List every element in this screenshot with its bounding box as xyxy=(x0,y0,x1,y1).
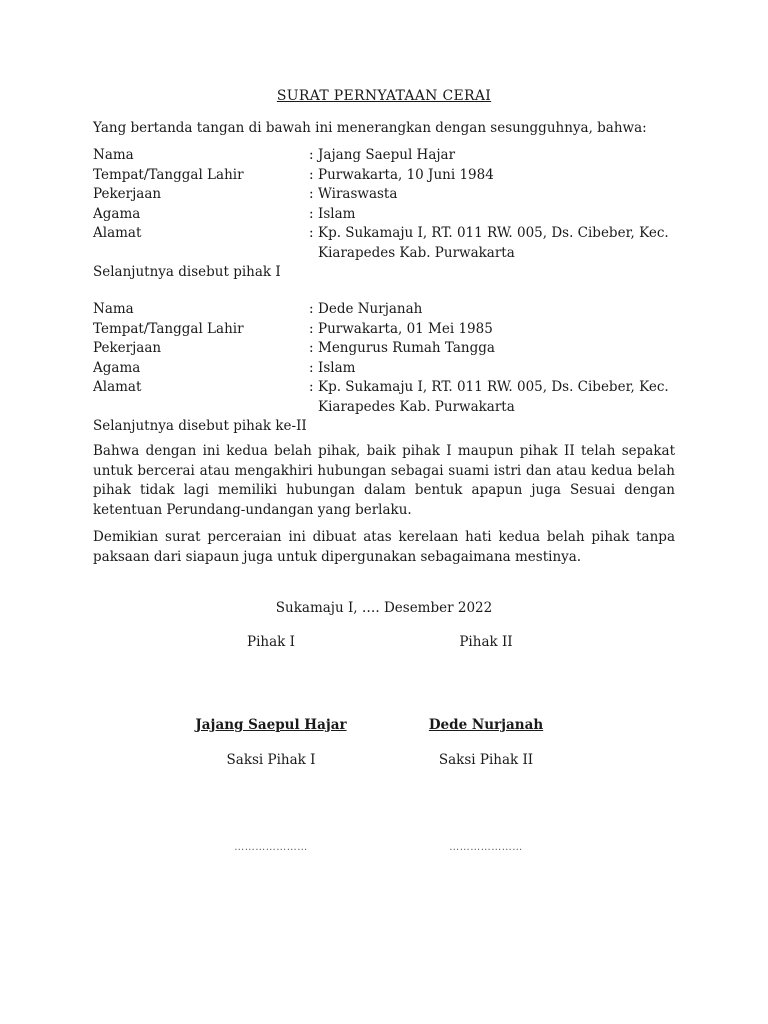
field-colon: : xyxy=(309,379,314,395)
party-1-details xyxy=(93,146,678,283)
field-value: Mengurus Rumah Tangga xyxy=(318,340,495,356)
field-value: Islam xyxy=(318,359,356,376)
field-colon: : xyxy=(309,225,314,241)
field-label: Alamat xyxy=(93,379,142,395)
field-label: Tempat/Tanggal Lahir xyxy=(93,166,244,183)
party-1-birth-row xyxy=(93,166,678,186)
field-value: Islam xyxy=(318,205,356,222)
field-value: Dede Nurjanah xyxy=(318,301,423,317)
field-colon: : xyxy=(309,147,314,163)
field-colon: : xyxy=(309,166,314,183)
document-title: SURAT PERNYATAAN CERAI xyxy=(276,88,492,104)
field-label: Pekerjaan xyxy=(93,186,162,202)
party-2-address-row xyxy=(93,378,678,417)
party-2-designation: Selanjutnya disebut pihak ke-II xyxy=(93,418,307,434)
place-date: Sukamaju I, …. Desember 2022 xyxy=(275,600,493,616)
field-value: Jajang Saepul Hajar xyxy=(318,147,456,163)
party-1-religion-row xyxy=(93,205,678,225)
field-value: Purwakarta, 10 Juni 1984 xyxy=(318,166,494,183)
field-colon: : xyxy=(309,359,314,376)
party-2-occupation-row xyxy=(93,339,678,359)
field-colon: : xyxy=(309,186,314,202)
field-label: Nama xyxy=(93,147,134,163)
party-2-birth-row xyxy=(93,320,678,340)
witness-signature-blank-2: ………………… xyxy=(449,842,523,853)
witness-signature-blank-1: ………………… xyxy=(234,842,308,853)
signature-label-party-1: Pihak I xyxy=(247,634,295,650)
party-1-occupation-row xyxy=(93,185,678,205)
field-value: Wiraswasta xyxy=(318,186,398,202)
party-1-address-row xyxy=(93,224,678,263)
field-value xyxy=(318,224,678,263)
address-line-1: Kp. Sukamaju I, RT. 011 RW. 005, Ds. Cibeber, Kec. xyxy=(318,225,669,241)
field-colon: : xyxy=(309,340,314,356)
party-1-name-row xyxy=(93,146,678,166)
signature-label-party-2: Pihak II xyxy=(459,634,513,650)
field-value xyxy=(318,378,678,417)
witness-label-party-1: Saksi Pihak I xyxy=(226,752,316,768)
field-colon: : xyxy=(309,205,314,222)
field-label: Pekerjaan xyxy=(93,340,162,356)
address-line-2: Kiarapedes Kab. Purwakarta xyxy=(318,244,515,261)
field-label: Tempat/Tanggal Lahir xyxy=(93,320,244,337)
party-2-name-row xyxy=(93,300,678,320)
party-2-religion-row xyxy=(93,359,678,379)
field-label: Agama xyxy=(93,205,141,222)
field-label: Nama xyxy=(93,301,134,317)
field-colon: : xyxy=(309,320,314,337)
party-2-details xyxy=(93,300,678,437)
field-label: Agama xyxy=(93,359,141,376)
intro-text: Yang bertanda tangan di bawah ini menerangkan dengan sesungguhnya, bahwa: xyxy=(93,120,647,136)
closing-paragraph: Demikian surat perceraian ini dibuat atas kerelaan hati kedua belah pihak tanpa paksaan dari siapaun juga untuk dipergunakan sebagaimana mestinya. xyxy=(93,529,675,565)
party-1-designation: Selanjutnya disebut pihak I xyxy=(93,264,281,280)
field-colon: : xyxy=(309,301,314,317)
signature-name-party-1: Jajang Saepul Hajar xyxy=(195,717,347,733)
field-value: Purwakarta, 01 Mei 1985 xyxy=(318,320,493,337)
field-label: Alamat xyxy=(93,225,142,241)
address-line-2: Kiarapedes Kab. Purwakarta xyxy=(318,398,515,415)
witness-label-party-2: Saksi Pihak II xyxy=(438,752,534,768)
address-line-1: Kp. Sukamaju I, RT. 011 RW. 005, Ds. Cibeber, Kec. xyxy=(318,379,669,395)
statement-paragraph: Bahwa dengan ini kedua belah pihak, baik pihak I maupun pihak II telah sepakat untuk bercerai atau mengakhiri hubungan sebagai suami istri dan atau kedua belah pihak tidak lagi memiliki hubungan dalam bentuk apapun juga Sesuai dengan ketentuan Perundang-undangan yang berlaku. xyxy=(93,443,675,518)
signature-name-party-2: Dede Nurjanah xyxy=(428,717,544,733)
